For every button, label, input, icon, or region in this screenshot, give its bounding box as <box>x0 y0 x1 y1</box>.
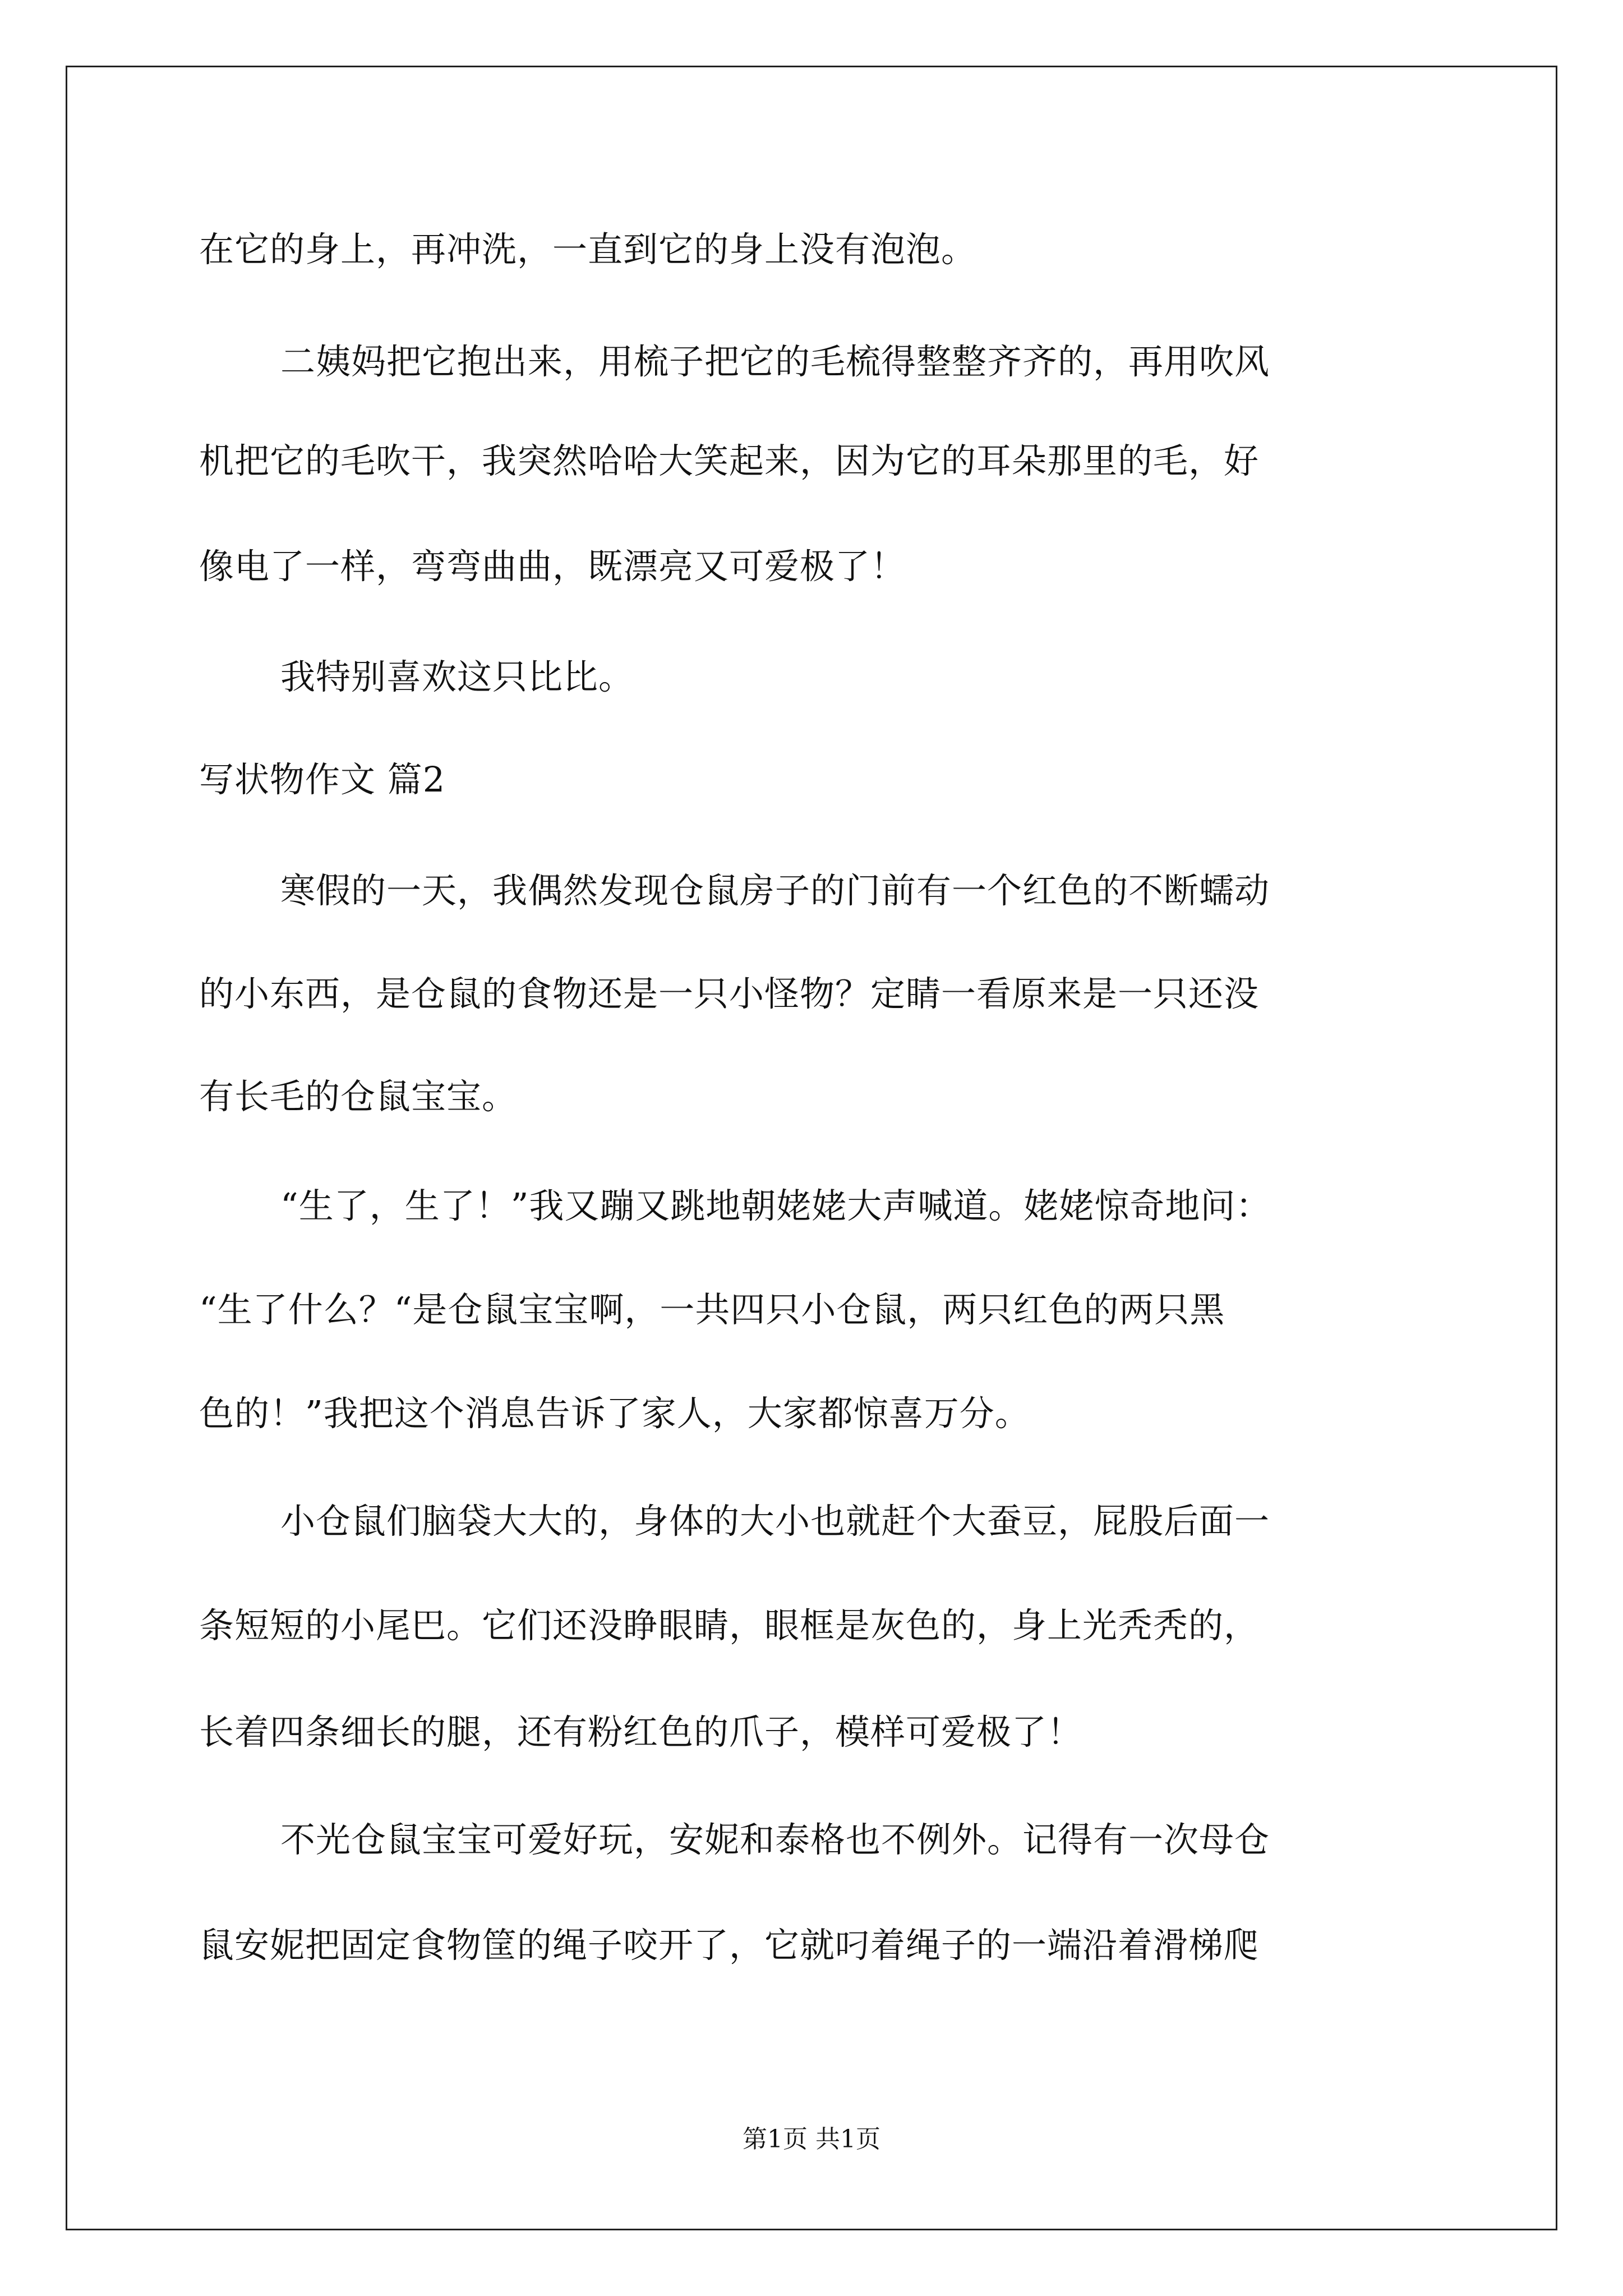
text-line-11: “生了什么？“是仓鼠宝宝啊，一共四只小仓鼠，两只红色的两只黑 <box>199 1289 1225 1330</box>
paragraph-start-line: 二姨妈把它抱出来，用梳子把它的毛梳得整整齐齐的，再用吹风 <box>280 341 1270 382</box>
page-border <box>66 66 1557 2230</box>
text-line-9: 有长毛的仓鼠宝宝。 <box>199 1076 518 1117</box>
paragraph-start-line: 小仓鼠们脑袋大大的，身体的大小也就赶个大蚕豆，屁股后面一 <box>280 1501 1270 1542</box>
text-line-17: 鼠安妮把固定食物筐的绳子咬开了，它就叼着绳子的一端沿着滑梯爬 <box>199 1925 1260 1966</box>
text-line-8: 的小东西，是仓鼠的食物还是一只小怪物？定睛一看原来是一只还没 <box>199 973 1260 1014</box>
text-line-12: 色的！”我把这个消息告诉了家人，大家都惊喜万分。 <box>199 1393 1030 1434</box>
text-line-15: 长着四条细长的腿，还有粉红色的爪子，模样可爱极了！ <box>199 1711 1083 1752</box>
text-line-14: 条短短的小尾巴。它们还没睁眼睛，眼框是灰色的，身上光秃秃的， <box>199 1605 1260 1646</box>
text-line-4: 像电了一样，弯弯曲曲，既漂亮又可爱极了！ <box>199 546 906 587</box>
text-line-3: 机把它的毛吹干，我突然哈哈大笑起来，因为它的耳朵那里的毛，好 <box>199 440 1260 481</box>
page-footer: 第1页 共1页 <box>743 2125 880 2154</box>
paragraph-start-line: 寒假的一天，我偶然发现仓鼠房子的门前有一个红色的不断蠕动 <box>280 870 1270 911</box>
text-line-1: 在它的身上，再冲洗，一直到它的身上没有泡泡。 <box>199 229 977 270</box>
paragraph-start-line: 我特别喜欢这只比比。 <box>280 656 634 697</box>
paragraph-start-line: “生了，生了！”我又蹦又跳地朝姥姥大声喊道。姥姥惊奇地问： <box>280 1185 1271 1226</box>
section-heading: 写状物作文 篇2 <box>199 759 446 800</box>
paragraph-start-line: 不光仓鼠宝宝可爱好玩，安妮和泰格也不例外。记得有一次母仓 <box>280 1819 1270 1860</box>
